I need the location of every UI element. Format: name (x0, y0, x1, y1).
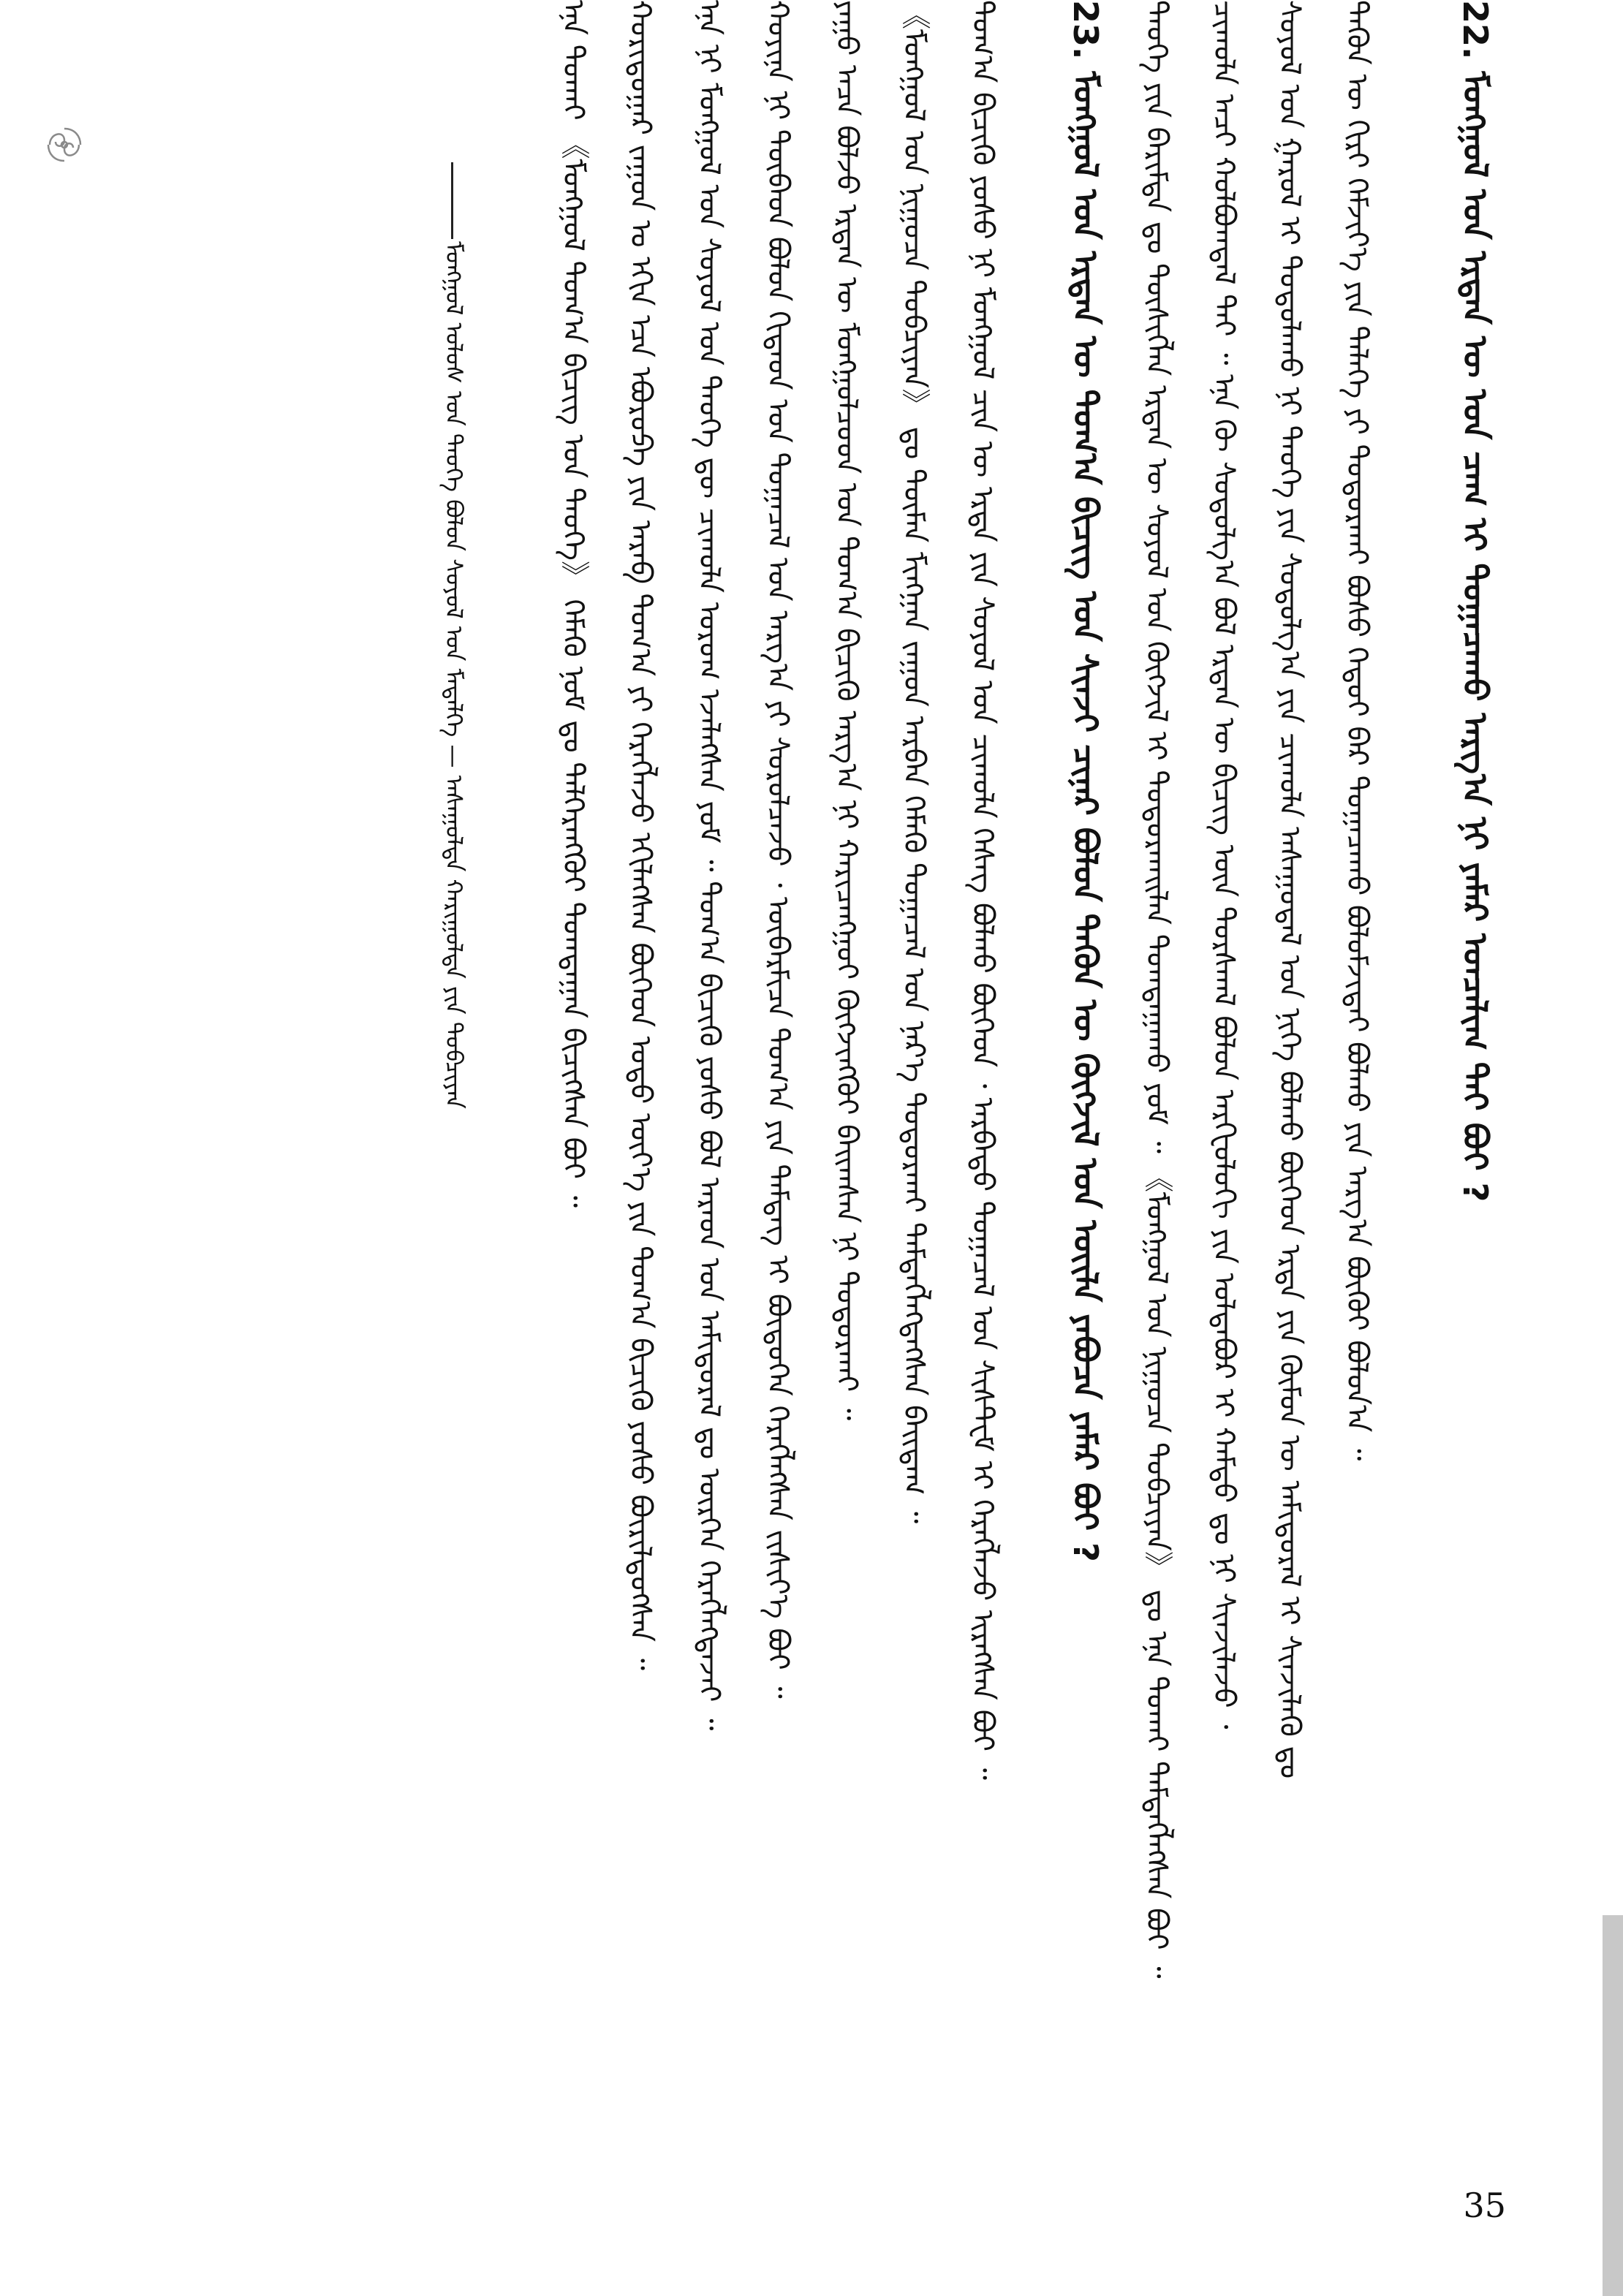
answer-23-line-5: ᠡᠨᠡ ᠨᠢ ᠮᠣᠩᠭᠣᠯ ᠤᠨ ᠰᠣᠶᠣᠯ ᠤᠨ ᠲᠡᠦᠬᠡ ᠳᠦ ᠴᠢᠬᠤᠯᠠ ᠤᠷᠤᠭ ᠡᠵᠡᠯᠡᠭᠰᠡᠨ ᠶᠤᠮ ᠃ ᠲᠣᠭ᠎ᠠ ᠪᠢᠴᠢᠬᠦ ᠶᠣᠰᠣ ᠪᠣᠯ ᠠᠷᠠᠳ ᠤᠨ ᠠᠮᠢᠳᠤᠷᠠᠯ ᠳᠤ ᠥᠷᠭᠡᠨ ᠬᠡᠷᠡᠭᠯᠡᠭᠳᠡᠵᠡᠢ ᠃ (692, 0, 726, 1731)
corner-ornament-icon (42, 123, 86, 167)
page-edge-tab (1603, 1915, 1623, 2296)
running-header: ᠮᠣᠩᠭᠣᠯ ᠤᠯᠤᠰ ᠤᠨ ᠲᠡᠦᠬᠡ ᠪᠣᠯᠤᠨ ᠰᠣᠶᠣᠯ ᠤᠨ ᠮᠡᠳᠡᠯᠭᠡ — ᠠᠰᠠᠭᠤᠯᠲᠠ ᠬᠠᠷᠢᠭᠤᠯᠲᠠ ᠶᠢᠨ ᠲᠣᠪᠴᠢᠶᠠᠨ (440, 241, 468, 1109)
body-line-2: ᠰᠣᠶᠣᠯ ᠤᠨ ᠭᠠᠷᠤᠯ ᠢ ᠲᠣᠳᠣᠯᠠᠬᠤ ᠨᠢ ᠲᠡᠦᠬᠡ ᠶᠢᠨ ᠰᠤᠳᠤᠯᠭ᠎ᠠ ᠶᠢᠨ ᠴᠢᠬᠤᠯᠠ ᠠᠰᠠᠭᠤᠳᠠᠯ ᠤᠨ ᠨᠢᠭᠡ ᠪᠣᠯᠬᠤ ᠪᠥᠭᠡᠳ ᠡᠷᠲᠡ ᠶᠢᠨ ᠬᠦᠮᠦᠨ ᠦ ᠠᠮᠢᠳᠤᠷᠠᠯ ᠢ ᠰᠢᠨᠵᠢᠯᠡᠬᠦ ᠳᠤ (1273, 0, 1306, 1779)
body-line-1: ᠲᠡᠭᠦᠨ ᠦ ᠬᠢᠷᠢ ᠬᠡᠮᠵᠢᠶ᠎ᠡ ᠶᠢᠨ ᠲᠡᠯᠡᠭᠡ ᠶᠢ ᠲᠣᠳᠣᠷᠬᠠᠢ ᠪᠤᠰᠤ ᠬᠡᠳᠦᠢ ᠪᠡᠷ ᠲᠣᠭᠠᠴᠠᠬᠤ ᠪᠣᠯᠤᠮᠵᠢᠲᠠᠢ ᠪᠣᠯᠬᠤ ᠶᠢᠨ ᠠᠷᠭ᠎ᠠ ᠪᠦᠬᠦᠢ ᠪᠣᠯᠤᠨ᠎ᠠ ᠃ (1340, 0, 1374, 1461)
answer-23-line-3: ᠶᠠᠭᠤ ᠠᠴᠠ ᠪᠣᠯᠵᠤ ᠡᠷᠲᠡᠨ ᠦ ᠮᠣᠩᠭᠣᠯᠴᠤᠳ ᠤᠨ ᠲᠣᠭ᠎ᠠ ᠪᠢᠴᠢᠬᠦ ᠠᠷᠭ᠎ᠠ ᠨᠢ ᠬᠠᠷᠢᠴᠠᠩᠭᠤᠢ ᠬᠥᠭᠵᠢᠩᠭᠦᠢ ᠪᠠᠢᠭᠰᠠᠨ ᠨᠢ ᠲᠣᠳᠣᠷᠬᠠᠢ ᠃ (830, 0, 863, 1421)
body-line-3: ᠴᠢᠬᠤᠯᠠ ᠠᠴᠢ ᠬᠣᠯᠪᠣᠭᠳᠠᠯ ᠲᠠᠢ ᠃ ᠡᠨᠡ ᠬᠦ ᠰᠤᠳᠤᠯᠭ᠎ᠠ ᠪᠣᠯ ᠡᠷᠲᠡᠨ ᠦ ᠪᠢᠴᠢᠭ ᠦᠨ ᠳᠤᠷᠰᠬᠠᠯ ᠪᠣᠯᠤᠨ ᠠᠷᠬᠧᠣᠯᠣᠭᠢ ᠶᠢᠨ ᠣᠯᠳᠠᠪᠤᠷ ᠢ ᠬᠠᠮᠲᠤ ᠳᠤ ᠨᠢ ᠰᠢᠨᠵᠢᠯᠡᠵᠦ ᠂ (1207, 0, 1241, 1729)
answer-23-line-6: ᠬᠣᠷᠢᠳᠤᠭᠠᠷ ᠵᠠᠭᠤᠨ ᠤ ᠡᠬᠢᠨ ᠡᠴᠡ ᠡᠪᠣᠷᠣᠫᠠ ᠶᠢᠨ ᠠᠷᠠᠪ ᠲᠣᠭ᠎ᠠ ᠶᠢ ᠬᠡᠷᠡᠭᠯᠡᠵᠦ ᠡᠬᠢᠯᠡᠭᠰᠡᠨ ᠪᠥᠭᠡᠳ ᠣᠳᠣ ᠦᠶ᠎ᠡ ᠶᠢᠨ ᠲᠣᠭ᠎ᠠ ᠪᠢᠴᠢᠬᠦ ᠶᠣᠰᠣ ᠪᠦᠷᠢᠯᠳᠦᠭᠰᠡᠨ ᠃ (624, 0, 657, 1671)
answer-23-line-1: ᠲᠣᠭ᠎ᠠ ᠪᠢᠴᠢᠬᠦ ᠶᠣᠰᠣ ᠨᠢ ᠮᠣᠩᠭᠣᠯ ᠴᠢᠨ ᠦ ᠡᠷᠲᠡ ᠶᠢᠨ ᠰᠣᠶᠣᠯ ᠤᠨ ᠴᠢᠬᠤᠯᠠ ᠬᠡᠰᠡᠭ ᠪᠣᠯᠬᠤ ᠪᠥᠭᠡᠳ ᠂ ᠠᠷᠪᠠᠲᠤ ᠲᠣᠭᠠᠴᠠᠯ ᠤᠨ ᠰᠢᠰᠲ᠋ᠧᠮ ᠢ ᠬᠡᠷᠡᠭᠯᠡᠵᠦ ᠢᠷᠡᠭᠰᠡᠨ ᠪᠣᠢ ᠃ (966, 0, 999, 1781)
header-rule (451, 162, 453, 239)
question-23-heading: 23. ᠮᠣᠩᠭᠣᠯ ᠤᠨ ᠡᠷᠲᠡᠨ ᠦ ᠲᠣᠭ᠎ᠠ ᠪᠢᠴᠢᠭ ᠤᠨ ᠰᠢᠨᠵᠢ ᠴᠢᠨᠠᠷ ᠪᠣᠯᠤᠨ ᠲᠡᠭᠦᠨ ᠦ ᠬᠥᠭᠵᠢᠯ ᠤᠨ ᠦᠢᠯᠡ ᠶᠠᠪᠤᠴᠠ ᠶᠠᠮᠠᠷ ᠪᠤᠢ ? (1066, 0, 1105, 1562)
answer-23-line-7: ᠡᠨᠡ ᠲᠤᠬᠠᠢ 《ᠮᠣᠩᠭᠣᠯ ᠲᠣᠭ᠎ᠠ ᠪᠢᠴᠢᠭ ᠤᠨ ᠲᠡᠦᠬᠡ》 ᠬᠡᠮᠡᠬᠦ ᠨᠣᠮ ᠳᠤ ᠳᠡᠯᠭᠡᠷᠡᠩᠭᠦᠢ ᠲᠣᠭᠲᠠᠭᠠᠨ ᠪᠢᠴᠢᠭᠰᠡᠨ ᠪᠣᠢ ᠃ (556, 0, 590, 1208)
answer-23-line-2: 《ᠮᠣᠩᠭᠣᠯ ᠤᠨ ᠨᠢᠭᠤᠴᠠ ᠲᠣᠪᠴᠢᠶᠠᠨ》 ᠳᠤ ᠲᠦᠮᠡᠨ ᠮᠢᠩᠭᠠᠨ ᠵᠠᠭᠤᠨ ᠠᠷᠪᠠᠨ ᠬᠡᠮᠡᠬᠦ ᠲᠣᠭᠠᠴᠠᠯ ᠤᠨ ᠨᠡᠷ᠎ᠡ ᠲᠣᠳᠣᠷᠬᠠᠢ ᠲᠡᠮᠳᠡᠭᠯᠡᠭᠳᠡᠭᠰᠡᠨ ᠪᠠᠢᠳᠠᠭ ᠃ (897, 0, 931, 1524)
answer-23-line-4: ᠬᠣᠶᠢᠨᠠ ᠨᠢ ᠲᠥᠪᠡᠳ ᠪᠣᠯᠤᠨ ᠬᠢᠲᠠᠳ ᠤᠨ ᠲᠣᠭᠠᠴᠠᠯ ᠤᠨ ᠠᠷᠭ᠎ᠠ ᠶᠢ ᠰᠤᠷᠤᠯᠴᠠᠵᠤ ᠂ ᠥᠪᠡᠷᠮᠢᠴᠡ ᠲᠣᠭ᠎ᠠ ᠶᠢᠨ ᠲᠡᠮᠳᠡᠭ ᠢ ᠪᠦᠲᠦᠭᠡᠨ ᠬᠡᠷᠡᠭᠯᠡᠭᠰᠡᠨ ᠵᠢᠱᠢᠶ᠎ᠡ ᠪᠣᠢ ᠃ (761, 0, 795, 1699)
body-line-4: ᠲᠡᠦᠬᠡ ᠶᠢᠨ ᠪᠠᠷᠢᠮᠲᠠ ᠳᠤ ᠲᠦᠰᠢᠭᠯᠡᠨ ᠡᠷᠲᠡᠨ ᠦ ᠰᠣᠶᠣᠯ ᠤᠨ ᠬᠥᠭᠵᠢᠯ ᠢ ᠲᠣᠳᠣᠷᠬᠠᠢᠯᠠᠨ ᠲᠣᠭᠲᠠᠭᠠᠬᠤ ᠶᠤᠮ ᠃ 《ᠮᠣᠩᠭᠣᠯ ᠤᠨ ᠨᠢᠭᠤᠴᠠ ᠲᠣᠪᠴᠢᠶᠠᠨ》 ᠳᠤ ᠡᠨᠡ ᠲᠤᠬᠠᠢ ᠲᠡᠮᠳᠡᠭᠯᠡᠭᠰᠡᠨ ᠪᠣᠢ ᠃ (1140, 0, 1173, 1979)
question-22-heading: 22. ᠮᠣᠩᠭᠣᠯ ᠤᠨ ᠡᠷᠲᠡᠨ ᠦ ᠣᠨ ᠴᠠᠭ ᠢ ᠲᠣᠭᠠᠴᠠᠬᠤ ᠠᠷᠭ᠎ᠠ ᠨᠢ ᠶᠠᠮᠠᠷ ᠣᠨᠴᠠᠯᠢᠭ ᠲᠠᠢ ᠪᠤᠢ ? (1456, 0, 1495, 1202)
page-number: 35 (1463, 2186, 1506, 2225)
